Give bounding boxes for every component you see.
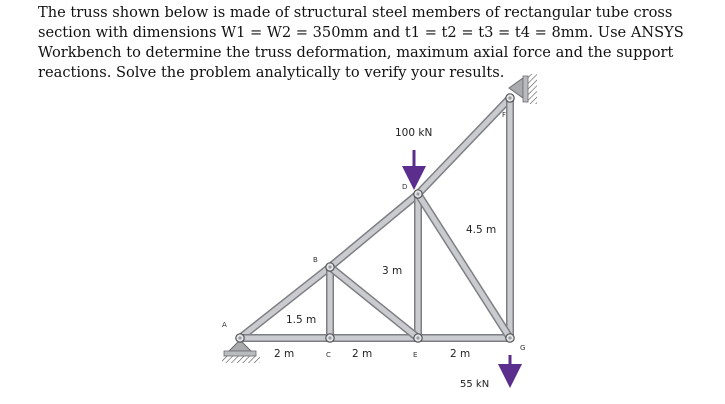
- node-label-c: C: [326, 351, 331, 359]
- node-label-a: A: [222, 321, 227, 329]
- problem-line-3: Workbench to determine the truss deformation, maximum axial force and the support: [38, 44, 674, 61]
- joint-g-pin: [508, 336, 511, 339]
- member-dg-face: [418, 194, 510, 338]
- member-bd-face: [330, 194, 418, 267]
- pin-support-a: [222, 340, 260, 363]
- problem-line-1: The truss shown below is made of structural steel members of rectangular tube cross: [38, 4, 673, 21]
- member-ab-face: [240, 267, 330, 338]
- truss-members: [240, 98, 510, 338]
- joint-a-pin: [238, 336, 241, 339]
- joint-b-pin: [328, 265, 331, 268]
- node-label-g: G: [520, 344, 526, 352]
- dim-label-span-ac: 2 m: [274, 348, 295, 360]
- dim-label-span-ce: 2 m: [352, 348, 373, 360]
- node-label-f: F: [502, 111, 507, 119]
- problem-line-4: reactions. Solve the problem analytically to verify your results.: [38, 64, 505, 81]
- load-label-bottom: 55 kN: [460, 379, 490, 390]
- node-label-d: D: [402, 183, 408, 191]
- joint-d-pin: [416, 192, 419, 195]
- problem-line-2: section with dimensions W1 = W2 = 350mm and t1 = t2 = t3 = t4 = 8mm. Use ANSYS: [38, 24, 684, 41]
- dim-label-h-mid: 3 m: [382, 265, 403, 277]
- dim-label-span-eg: 2 m: [450, 348, 471, 360]
- node-label-b: B: [313, 256, 318, 264]
- member-be-face: [330, 267, 418, 338]
- joint-f-pin: [508, 96, 511, 99]
- dim-label-h-fg: 4.5 m: [466, 224, 497, 236]
- joint-e-pin: [416, 336, 419, 339]
- member-df-face: [418, 98, 510, 194]
- load-label-top: 100 kN: [395, 127, 433, 139]
- dim-label-h-ab: 1.5 m: [286, 314, 317, 326]
- node-label-e: E: [413, 351, 418, 359]
- joint-c-pin: [328, 336, 331, 339]
